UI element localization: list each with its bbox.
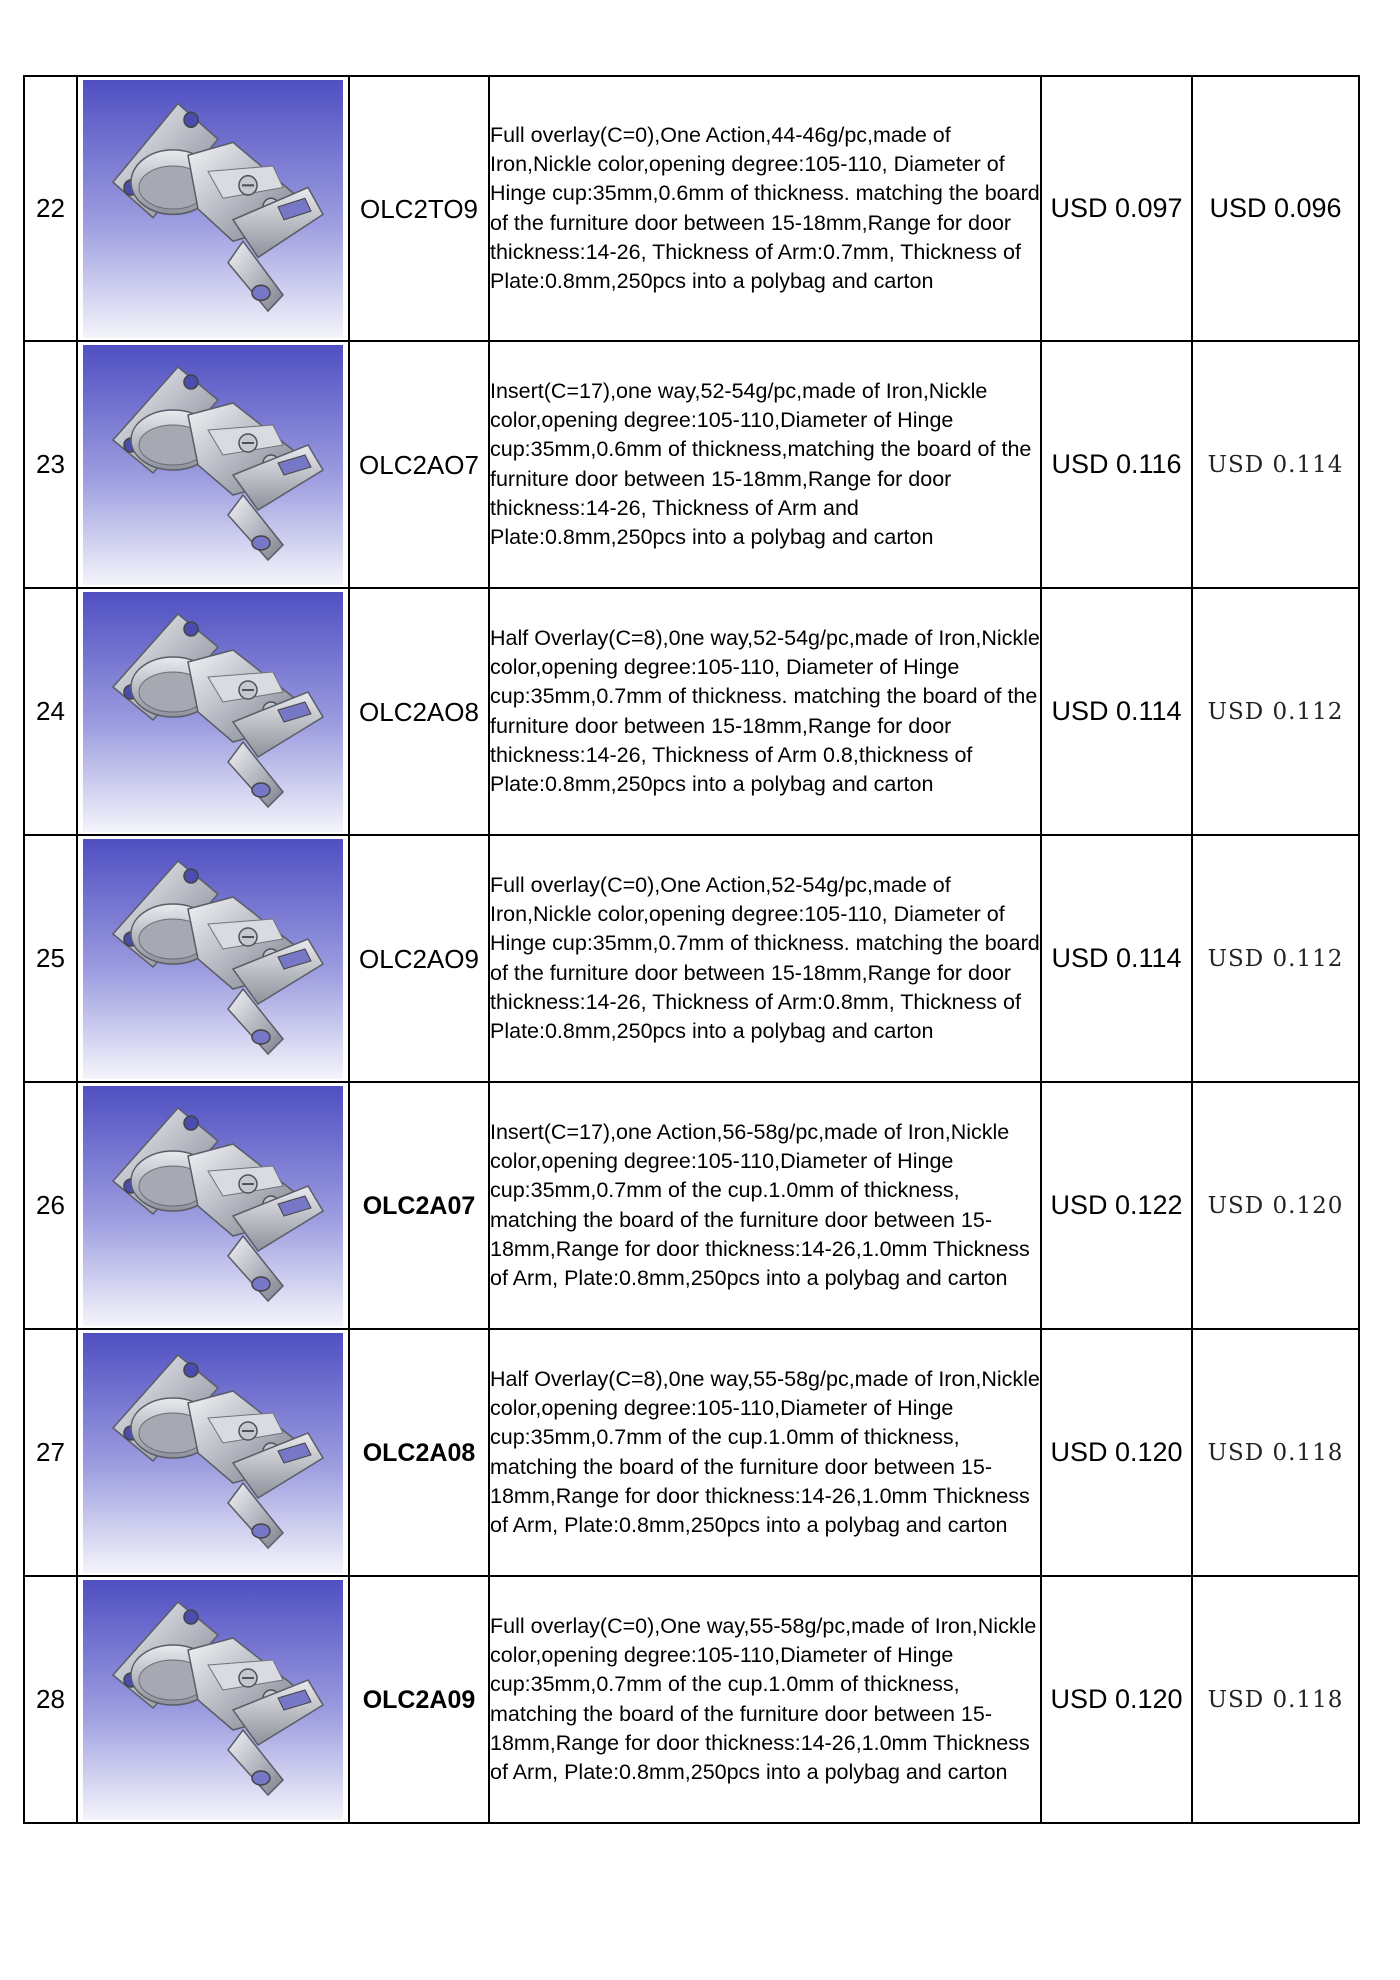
price-secondary: USD 0.112	[1192, 835, 1359, 1082]
price-table	[23, 75, 1360, 1824]
item-number: 24	[24, 588, 77, 835]
product-image	[77, 1576, 349, 1823]
product-description: Full overlay(C=0),One Action,52-54g/pc,made of Iron,Nickle color,opening degree:105-110, Diameter of Hinge cup:35mm,0.7mm of thickness. matching the board of the furniture door between 15-18mm,Range for door thickness:14-26, Thickness of Arm:0.8mm, Thickness of Plate:0.8mm,250pcs into a polybag and carton	[489, 835, 1041, 1082]
product-code: OLC2TO9	[349, 76, 489, 341]
hinge-photo-icon	[83, 592, 343, 832]
product-code: OLC2AO8	[349, 588, 489, 835]
item-number: 27	[24, 1329, 77, 1576]
product-description: Half Overlay(C=8),0ne way,55-58g/pc,made of Iron,Nickle color,opening degree:105-110,Diameter of Hinge cup:35mm,0.7mm of the cup.1.0mm of thickness, matching the board of the furniture door between 15-18mm,Range for door thickness:14-26,1.0mm Thickness of Arm, Plate:0.8mm,250pcs into a polybag and carton	[489, 1329, 1041, 1576]
price-primary: USD 0.120	[1041, 1329, 1192, 1576]
product-image	[77, 835, 349, 1082]
price-secondary: USD 0.096	[1192, 76, 1359, 341]
price-secondary: USD 0.118	[1192, 1576, 1359, 1823]
product-image	[77, 1329, 349, 1576]
product-code: OLC2AO9	[349, 835, 489, 1082]
product-description: Full overlay(C=0),One way,55-58g/pc,made of Iron,Nickle color,opening degree:105-110,Diameter of Hinge cup:35mm,0.7mm of the cup.1.0mm of thickness, matching the board of the furniture door between 15-18mm,Range for door thickness:14-26,1.0mm Thickness of Arm, Plate:0.8mm,250pcs into a polybag and carton	[489, 1576, 1041, 1823]
item-number: 23	[24, 341, 77, 588]
price-secondary: USD 0.118	[1192, 1329, 1359, 1576]
price-primary: USD 0.120	[1041, 1576, 1192, 1823]
table-row	[24, 341, 1359, 588]
price-secondary: USD 0.114	[1192, 341, 1359, 588]
table-row	[24, 588, 1359, 835]
table-row	[24, 76, 1359, 341]
table-row	[24, 1082, 1359, 1329]
product-image	[77, 588, 349, 835]
product-description: Half Overlay(C=8),0ne way,52-54g/pc,made of Iron,Nickle color,opening degree:105-110, Diameter of Hinge cup:35mm,0.7mm of thickness. matching the board of the furniture door between 15-18mm,Range for door thickness:14-26, Thickness of Arm 0.8,thickness of Plate:0.8mm,250pcs into a polybag and carton	[489, 588, 1041, 835]
product-code: OLC2AO7	[349, 341, 489, 588]
product-description: Insert(C=17),one way,52-54g/pc,made of Iron,Nickle color,opening degree:105-110,Diameter of Hinge cup:35mm,0.6mm of thickness,matching the board of the furniture door between 15-18mm,Range for door thickness:14-26, Thickness of Arm and Plate:0.8mm,250pcs into a polybag and carton	[489, 341, 1041, 588]
table-row	[24, 1576, 1359, 1823]
price-primary: USD 0.097	[1041, 76, 1192, 341]
price-primary: USD 0.114	[1041, 835, 1192, 1082]
hinge-photo-icon	[83, 345, 343, 585]
price-secondary: USD 0.112	[1192, 588, 1359, 835]
price-primary: USD 0.122	[1041, 1082, 1192, 1329]
hinge-photo-icon	[83, 1086, 343, 1326]
product-image	[77, 1082, 349, 1329]
price-primary: USD 0.114	[1041, 588, 1192, 835]
price-secondary: USD 0.120	[1192, 1082, 1359, 1329]
product-description: Full overlay(C=0),One Action,44-46g/pc,made of Iron,Nickle color,opening degree:105-110, Diameter of Hinge cup:35mm,0.6mm of thickness. matching the board of the furniture door between 15-18mm,Range for door thickness:14-26, Thickness of Arm:0.7mm, Thickness of Plate:0.8mm,250pcs into a polybag and carton	[489, 76, 1041, 341]
product-description: Insert(C=17),one Action,56-58g/pc,made of Iron,Nickle color,opening degree:105-110,Diameter of Hinge cup:35mm,0.7mm of the cup.1.0mm of thickness, matching the board of the furniture door between 15-18mm,Range for door thickness:14-26,1.0mm Thickness of Arm, Plate:0.8mm,250pcs into a polybag and carton	[489, 1082, 1041, 1329]
item-number: 26	[24, 1082, 77, 1329]
hinge-photo-icon	[83, 1580, 343, 1820]
hinge-photo-icon	[83, 80, 343, 338]
hinge-photo-icon	[83, 1333, 343, 1573]
table-row	[24, 1329, 1359, 1576]
hinge-photo-icon	[83, 839, 343, 1079]
item-number: 28	[24, 1576, 77, 1823]
table-row	[24, 835, 1359, 1082]
item-number: 25	[24, 835, 77, 1082]
item-number: 22	[24, 76, 77, 341]
product-image	[77, 341, 349, 588]
product-code: OLC2A08	[349, 1329, 489, 1576]
product-image	[77, 76, 349, 341]
product-code: OLC2A07	[349, 1082, 489, 1329]
price-primary: USD 0.116	[1041, 341, 1192, 588]
product-code: OLC2A09	[349, 1576, 489, 1823]
